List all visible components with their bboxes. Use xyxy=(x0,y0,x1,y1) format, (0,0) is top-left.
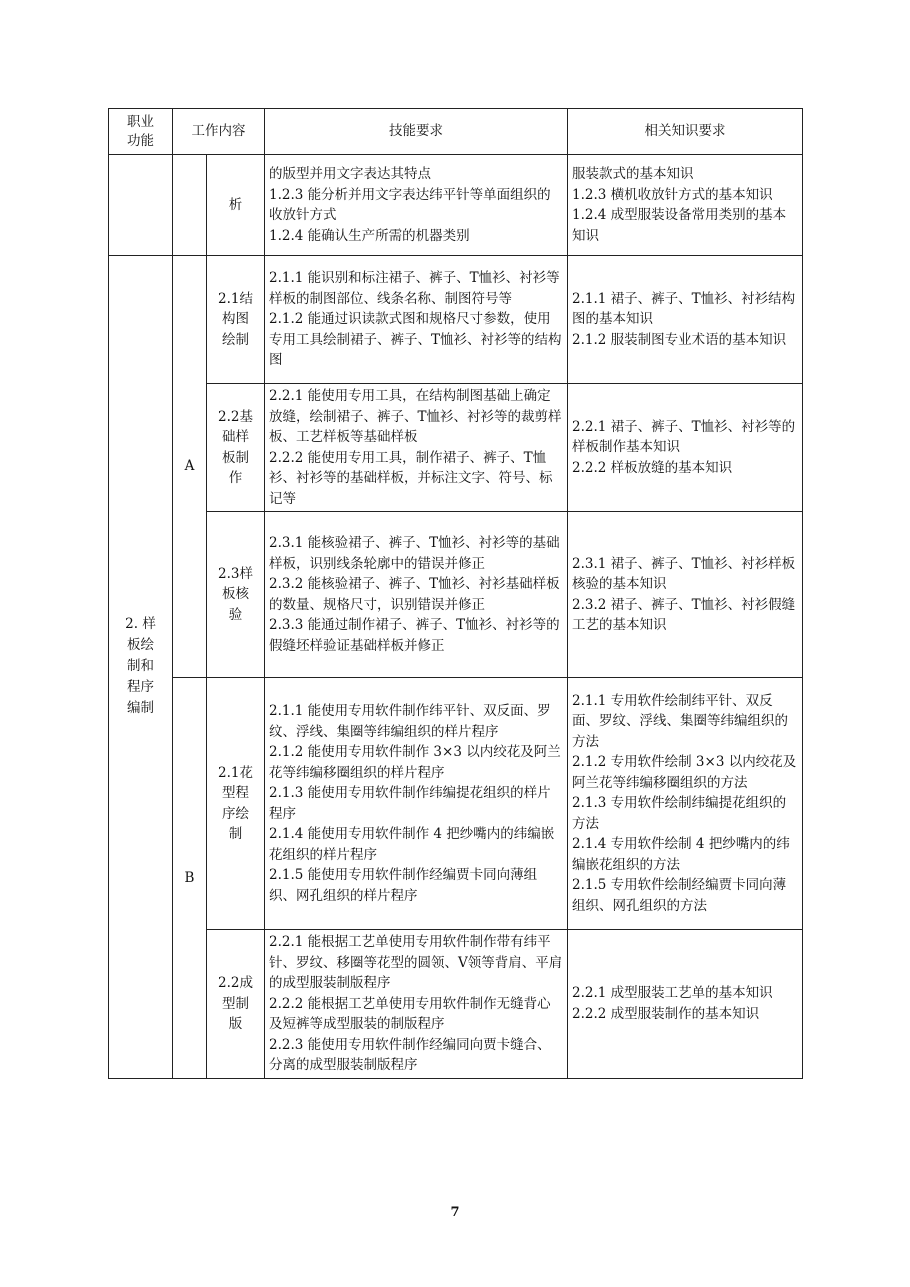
page-number: 7 xyxy=(450,1205,460,1220)
skill-item: 2.2.1 能根据工艺单使用专用软件制作带有纬平针、罗纹、移圈等花型的圆领、V领等背肩、平肩的成型服装制版程序 xyxy=(269,934,563,991)
skill-item: 2.3.2 能核验裙子、裤子、T恤衫、衬衫基础样板的数量、规格尺寸，识别错误并修正 xyxy=(269,576,560,613)
header-skill: 技能要求 xyxy=(265,109,568,155)
knowledge-item: 2.1.1 专用软件绘制纬平针、双反面、罗纹、浮线、集圈等纬编组织的方法 xyxy=(572,692,788,750)
skill-item: 的版型并用文字表达其特点 xyxy=(269,166,431,182)
knowledge-cell xyxy=(568,678,803,930)
knowledge-item: 2.1.1 裙子、裤子、T恤衫、衬衫结构图的基本知识 xyxy=(572,290,796,328)
function-cell-empty xyxy=(109,155,173,256)
standards-table xyxy=(108,108,803,1079)
table-row xyxy=(109,256,803,384)
skill-item: 2.1.4 能使用专用软件制作 4 把纱嘴内的纬编嵌花组织的样片程序 xyxy=(269,826,555,863)
work-content-cell: 2.2基 础样 板制 作 xyxy=(207,384,265,512)
skill-cell xyxy=(265,512,568,678)
group-cell-empty xyxy=(173,155,207,256)
table-row xyxy=(109,930,803,1079)
knowledge-cell xyxy=(568,512,803,678)
work-content-cell: 2.2成 型制 版 xyxy=(207,930,265,1079)
knowledge-cell xyxy=(568,155,803,256)
knowledge-cell xyxy=(568,384,803,512)
knowledge-item: 2.3.1 裙子、裤子、T恤衫、衬衫样板核验的基本知识 xyxy=(572,555,796,592)
skill-item: 2.3.3 能通过制作裙子、裤子、T恤衫、衬衫等的假缝坯样验证基础样板并修正 xyxy=(269,617,560,654)
knowledge-item: 2.1.4 专用软件绘制 4 把纱嘴内的纬编嵌花组织的方法 xyxy=(572,836,790,873)
knowledge-item: 2.2.2 样板放缝的基本知识 xyxy=(572,459,733,476)
knowledge-item: 2.1.3 专用软件绘制纬编提花组织的方法 xyxy=(572,795,787,832)
knowledge-cell xyxy=(568,256,803,384)
knowledge-item: 服装款式的基本知识 xyxy=(572,166,694,182)
skill-item: 2.1.1 能识别和标注裙子、裤子、T恤衫、衬衫等样板的制图部位、线条名称、制图符号等 xyxy=(269,270,560,307)
knowledge-item: 2.2.2 成型服装制作的基本知识 xyxy=(572,1005,760,1022)
skill-item: 2.1.2 能使用专用软件制作 3×3 以内绞花及阿兰花等纬编移圈组织的样片程序 xyxy=(269,744,561,781)
knowledge-item: 2.1.5 专用软件绘制经编贾卡同向薄组织、网孔组织的方法 xyxy=(572,877,787,914)
skill-item: 2.1.3 能使用专用软件制作纬编提花组织的样片程序 xyxy=(269,785,551,822)
knowledge-item: 2.1.2 专用软件绘制 3×3 以内绞花及阿兰花等纬编移圈组织的方法 xyxy=(572,754,797,791)
knowledge-item: 2.1.2 服装制图专业术语的基本知识 xyxy=(572,331,787,348)
skill-item: 1.2.4 能确认生产所需的机器类别 xyxy=(269,227,470,244)
skill-item: 2.1.2 能通过识读款式图和规格尺寸参数，使用专用工具绘制裙子、裤子、T恤衫、衬衫等的结构图 xyxy=(269,311,562,369)
header-work-content: 工作内容 xyxy=(173,109,265,155)
skill-item: 2.2.1 能使用专用工具，在结构制图基础上确定放缝，绘制裙子、裤子、T恤衫、衬衫等的裁剪样板、工艺样板等基础样板 xyxy=(269,388,562,445)
work-content-cell: 2.3样 板核 验 xyxy=(207,512,265,678)
table-row xyxy=(109,512,803,678)
skill-cell xyxy=(265,256,568,384)
table-row-continued xyxy=(109,155,803,256)
skill-item: 2.3.1 能核验裙子、裤子、T恤衫、衬衫等的基础样板，识别线条轮廓中的错误并修正 xyxy=(269,535,560,572)
header-function: 职业 功能 xyxy=(109,109,173,155)
knowledge-item: 2.3.2 裙子、裤子、T恤衫、衬衫假缝工艺的基本知识 xyxy=(572,596,796,633)
knowledge-cell xyxy=(568,930,803,1079)
skill-cell xyxy=(265,384,568,512)
skill-cell xyxy=(265,155,568,256)
skill-item: 2.1.5 能使用专用软件制作经编贾卡同向薄组织、网孔组织的样片程序 xyxy=(269,867,538,904)
header-row xyxy=(109,109,803,155)
skill-item: 2.2.3 能使用专用软件制作经编同向贾卡缝合、分离的成型服装制版程序 xyxy=(269,1036,551,1073)
knowledge-item: 1.2.3 横机收放针方式的基本知识 xyxy=(572,186,773,203)
table-row xyxy=(109,384,803,512)
skill-item: 2.2.2 能根据工艺单使用专用软件制作无缝背心及短裤等成型服装的制版程序 xyxy=(269,995,551,1032)
skill-cell xyxy=(265,930,568,1079)
knowledge-item: 1.2.4 成型服装设备常用类别的基本知识 xyxy=(572,207,787,244)
header-knowledge: 相关知识要求 xyxy=(568,109,803,155)
table-row xyxy=(109,678,803,930)
knowledge-item: 2.2.1 裙子、裤子、T恤衫、衬衫等的样板制作基本知识 xyxy=(572,418,796,456)
skill-item: 2.2.2 能使用专用工具，制作裙子、裤子、T恤衫、衬衫等的基础样板，并标注文字、符号、标记等 xyxy=(269,449,553,507)
group-cell-a: A xyxy=(173,256,207,678)
knowledge-item: 2.2.1 成型服装工艺单的基本知识 xyxy=(572,985,773,1002)
group-cell-b: B xyxy=(173,678,207,1079)
skill-cell xyxy=(265,678,568,930)
work-content-cell: 2.1花 型程 序绘 制 xyxy=(207,678,265,930)
skill-item: 1.2.3 能分析并用文字表达纬平针等单面组织的收放针方式 xyxy=(269,186,551,223)
work-content-cell: 析 xyxy=(207,155,265,256)
work-content-cell: 2.1结 构图 绘制 xyxy=(207,256,265,384)
function-cell: 2. 样 板绘 制和 程序 编制 xyxy=(109,256,173,1079)
skill-item: 2.1.1 能使用专用软件制作纬平针、双反面、罗纹、浮线、集圈等纬编组织的样片程序 xyxy=(269,703,551,740)
